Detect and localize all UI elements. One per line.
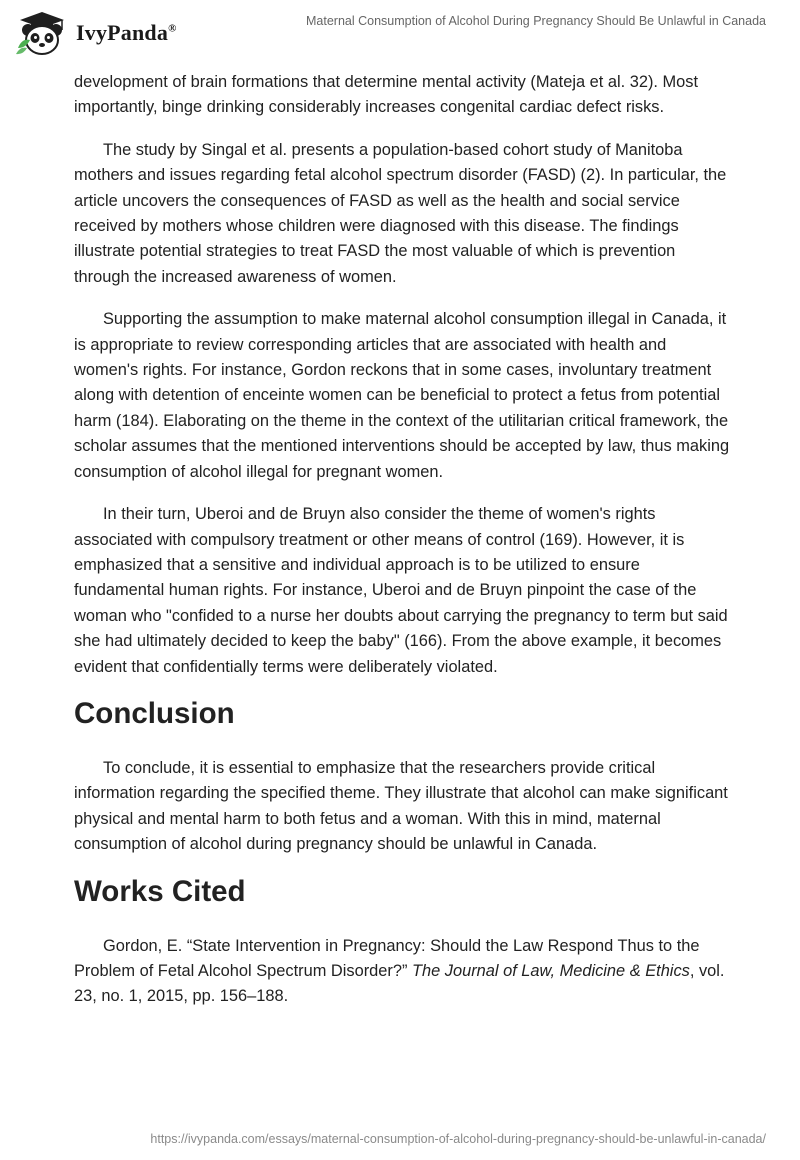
panda-graduate-icon (14, 10, 70, 56)
paragraph-3: Supporting the assumption to make maternal alcohol consumption illegal in Canada, it is appropriate to review corresponding articles that are associated with health and women's rights. For instance, Gordon reckons that in some cases, involuntary treatment along with detention of enceinte women can be beneficial to protect a fetus from potential harm (184). Elaborating on the theme in the context of the utilitarian critical framework, the scholar assumes that the mentioned interventions should be accepted by law, thus making consumption of alcohol illegal for pregnant women. (74, 310, 730, 481)
journal-title: The Journal of Law, Medicine & Ethics (411, 961, 690, 980)
paragraph-4: In their turn, Uberoi and de Bruyn also consider the theme of women's rights associated with compulsory treatment or other means of control (169). However, it is emphasized that a sensitive and individual approach is to be utilized to ensure fundamental human rights. For instance, Uberoi and de Bruyn pinpoint the case of the woman who "confided to a nurse her doubts about carrying the pregnancy to term but said she had ultimately decided to keep the baby" (166). From the above example, it becomes evident that confidentially terms were deliberately violated. (74, 505, 728, 676)
citation-details: , vol. 23, no. 1, 2015, pp. 156–188. (74, 961, 725, 1006)
works-cited-heading: Works Cited (74, 874, 246, 908)
registered-mark: ® (168, 22, 177, 35)
paragraph-2: The study by Singal et al. presents a population-based cohort study of Manitoba mothers and issues regarding fetal alcohol spectrum disorder (FASD) (2). In particular, the article uncovers the consequences of FASD as well as the health and social service received by mothers whose children were diagnosed with this disease. The findings illustrate potential strategies to treat FASD the most valuable of which is prevention through the increased awareness of women. (74, 140, 727, 286)
document-title: Maternal Consumption of Alcohol During Pregnancy Should Be Unlawful in Canada (306, 14, 766, 28)
conclusion-heading: Conclusion (74, 696, 235, 730)
page-header (0, 0, 800, 64)
citation-text: Gordon, E. “State Intervention in Pregnancy: Should the Law Respond Thus to the Problem of Fetal Alcohol Spectrum Disorder?” (74, 936, 700, 980)
works-cited-entry (74, 934, 730, 1010)
paragraph-1: development of brain formations that determine mental activity (Mateja et al. 32). Most importantly, binge drinking considerably increases congenital cardiac defect risks. (74, 73, 699, 117)
conclusion-paragraph: To conclude, it is essential to emphasize that the researchers provide critical information regarding the specified theme. They illustrate that alcohol can make significant physical and mental harm to both fetus and a woman. With this in mind, maternal consumption of alcohol during pregnancy should be unlawful in Canada. (74, 758, 728, 854)
ivypanda-logo[interactable] (14, 10, 177, 56)
brand-name: IvyPanda® (76, 20, 177, 45)
source-url[interactable]: https://ivypanda.com/essays/maternal-consumption-of-alcohol-during-pregnancy-should-be-unlawful-in-canada/ (150, 1132, 766, 1146)
essay-body (74, 70, 730, 1027)
